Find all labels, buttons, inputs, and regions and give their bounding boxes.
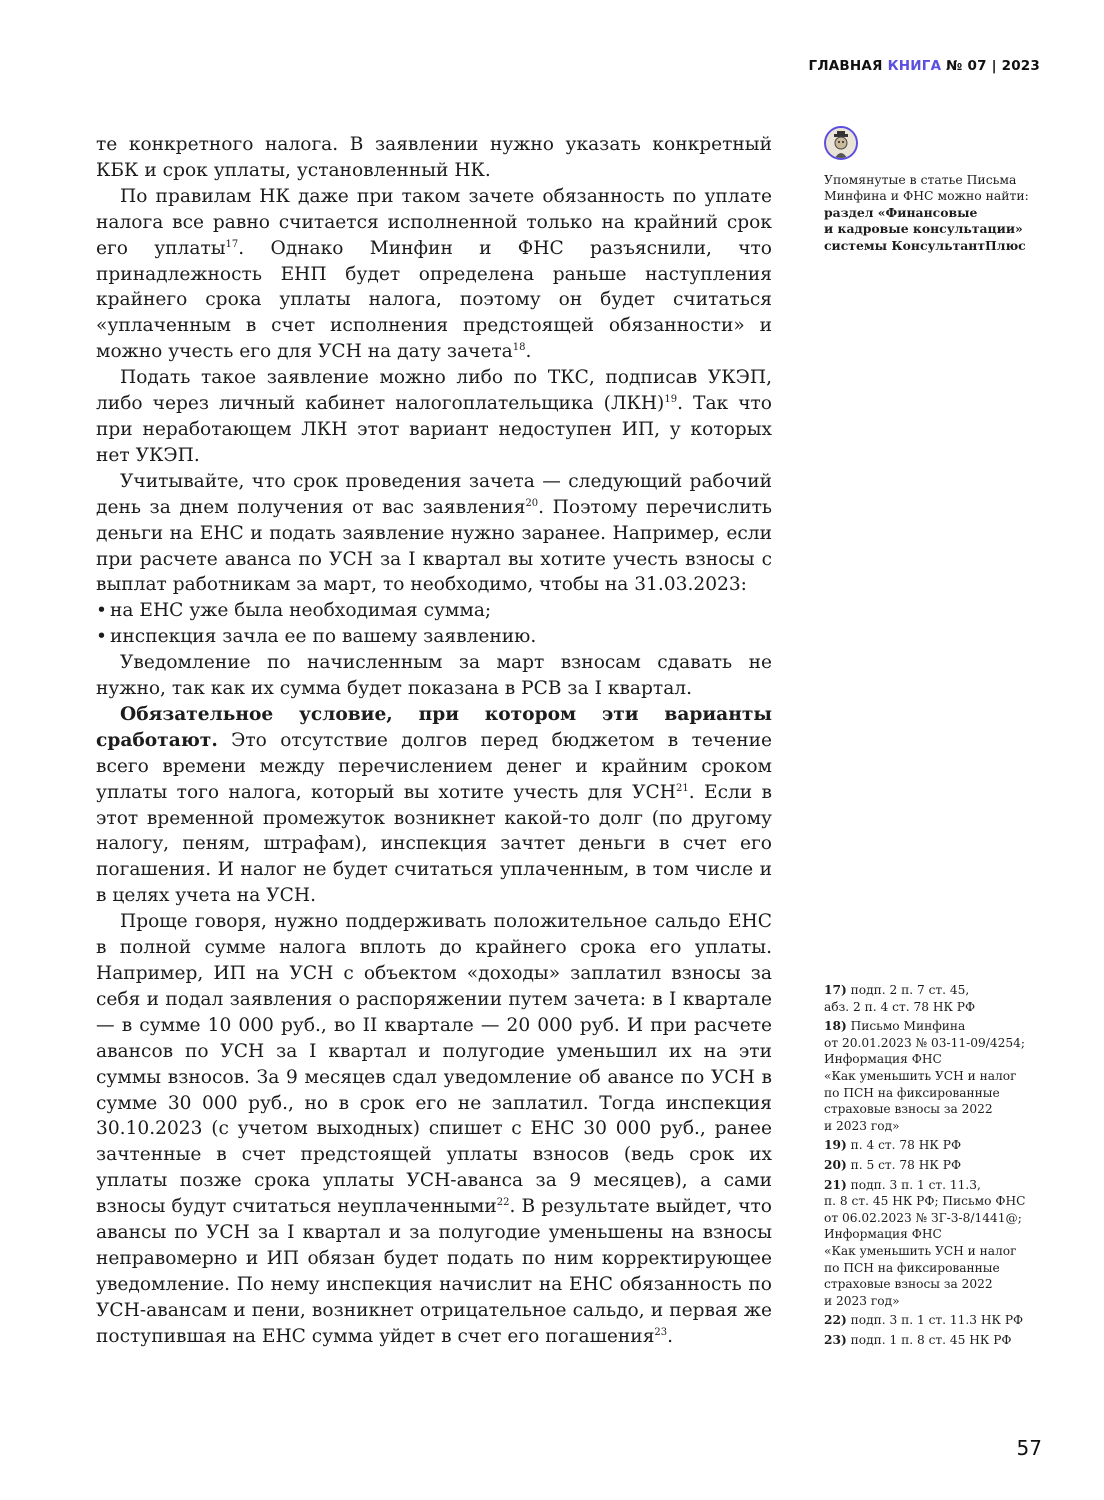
brand-kniga: КНИГА bbox=[887, 58, 942, 74]
brand-glavnaya: ГЛАВНАЯ bbox=[808, 58, 883, 74]
paragraph: Учитывайте, что срок проведения зачета — следующий рабочий день за днем получения от вас заявления$^{20}$. Поэтому перечислить деньги на ЕНС и подать заявление нужно заранее. Например, если при расчете аванса по УСН за I квартал вы хотите учесть взносы с выплат работникам за март, то необходимо, чтобы на 31.03.2023: bbox=[96, 470, 772, 596]
footnote-item: 22) подп. 3 п. 1 ст. 11.3 НК РФ bbox=[824, 1313, 1024, 1328]
footnotes bbox=[824, 982, 1050, 1351]
list-item: • инспекция зачла ее по вашему заявлению. bbox=[96, 624, 772, 650]
author-avatar-icon bbox=[824, 126, 858, 160]
list-item: • на ЕНС уже была необходимая сумма; bbox=[96, 598, 772, 624]
bullet-list bbox=[96, 598, 772, 650]
paragraph: Обязательное условие, при котором эти варианты сработают. Это отсутствие долгов перед бюджетом в течение всего времени между перечислением денег и крайним сроком уплаты того налога, который вы хотите учесть для УСН$^{21}$. Если в этот временной промежуток возникнет какой-то долг (по другому налогу, пеням, штрафам), инспекция зачтет деньги в счет его погашения. И налог не будет считаться уплаченным, в том числе и в целях учета на УСН. bbox=[96, 703, 773, 907]
footnote-item: 20) п. 5 ст. 78 НК РФ bbox=[824, 1157, 962, 1172]
paragraph: Проще говоря, нужно поддерживать положительное сальдо ЕНС в полной сумме налога вплоть до крайнего срока его уплаты. Например, ИП на УСН с объектом «доходы» заплатил взносы за себя и подал заявления о распоряжении путем зачета: в I квартале — в сумме 10 000 руб., во II квартале — 20 000 руб. И при расчете авансов по УСН за I квартал и полугодие уменьшил их на эти суммы взносов. За 9 месяцев сдал уведомление об авансе по УСН в сумме 30 000 руб., но в срок его не заплатил. Тогда инспекция 30.10.2023 (с учетом выходных) спишет с ЕНС 30 000 руб., ранее зачтенные в счет предстоящей уплаты взносов (ведь срок их уплаты позже срока уплаты УСН-аванса за 9 месяцев), а сами взносы будут считаться неуплаченными$^{22}$. В результате выйдет, что авансы по УСН за I квартал и за полугодие уменьшены на взносы неправомерно и ИП обязан будет подать по ним корректирующее уведомление. По нему инспекция начислит на ЕНС обязанность по УСН-авансам и пени, возникнет отрицательное сальдо, и первая же поступившая на ЕНС сумма уйдет в счет его погашения$^{23}$. bbox=[96, 911, 772, 1347]
footnote-item: 18) Письмо Минфина от 20.01.2023 № 03-11-09/4254; Информация ФНС «Как уменьшить УСН и налог по ПСН на фиксированные страховые взносы за 2022 и 2023 год» bbox=[824, 1019, 1026, 1133]
paragraph: По правилам НК даже при таком зачете обязанность по уплате налога все равно считается исполненной только на крайний срок его уплаты$^{17}$. Однако Минфин и ФНС разъяснили, что принадлежность ЕНП будет определена раньше наступления крайнего срока уплаты налога, поэтому он будет считаться «уплаченным в счет исполнения предстоящей обязанности» и можно учесть его для УСН на дату зачета$^{18}$. bbox=[96, 185, 772, 363]
footnote-ref[interactable]: 21 bbox=[676, 782, 689, 794]
footnote-item: 21) подп. 3 п. 1 ст. 11.3, п. 8 ст. 45 НК РФ; Письмо ФНС от 06.02.2023 № ЗГ-3-8/1441@; Информация ФНС «Как уменьшить УСН и налог по ПСН на фиксированные страховые взносы за 2022 и 2023 год» bbox=[824, 1177, 1026, 1308]
sidebar-source: раздел «Финансовые и кадровые консультации» системы КонсультантПлюс bbox=[824, 204, 1026, 253]
page-number: 57 bbox=[1016, 1436, 1042, 1460]
issue-number: № 07 | 2023 bbox=[946, 58, 1040, 74]
footnote-ref[interactable]: 23 bbox=[654, 1326, 668, 1338]
footnote-ref[interactable]: 22 bbox=[496, 1197, 510, 1209]
sidebar-intro: Упомянутые в статье Письма Минфина и ФНС можно найти: bbox=[824, 172, 1029, 204]
magazine-header bbox=[809, 58, 1040, 74]
footnote-ref[interactable]: 20 bbox=[525, 497, 539, 509]
paragraph: те конкретного налога. В заявлении нужно указать конкретный КБК и срок уплаты, установленный НК. bbox=[96, 134, 772, 181]
footnote-ref[interactable]: 19 bbox=[664, 394, 678, 406]
article-body bbox=[96, 132, 772, 1350]
footnote-ref[interactable]: 18 bbox=[512, 342, 526, 354]
footnote-item: 17) подп. 2 п. 7 ст. 45, абз. 2 п. 4 ст. 78 НК РФ bbox=[824, 983, 976, 1014]
footnote-item: 19) п. 4 ст. 78 НК РФ bbox=[824, 1138, 962, 1153]
footnote-item: 23) подп. 1 п. 8 ст. 45 НК РФ bbox=[824, 1332, 1012, 1347]
bold-lead: Обязательное условие, при котором эти варианты сработают. bbox=[96, 703, 772, 751]
sidebar-note bbox=[824, 126, 1042, 254]
footnote-ref[interactable]: 17 bbox=[225, 238, 239, 250]
paragraph: Подать такое заявление можно либо по ТКС, подписав УКЭП, либо через личный кабинет налогоплательщика (ЛКН)$^{19}$. Так что при неработающем ЛКН этот вариант недоступен ИП, у которых нет УКЭП. bbox=[96, 367, 773, 466]
paragraph: Уведомление по начисленным за март взносам сдавать не нужно, так как их сумма будет показана в РСВ за I квартал. bbox=[96, 652, 772, 700]
